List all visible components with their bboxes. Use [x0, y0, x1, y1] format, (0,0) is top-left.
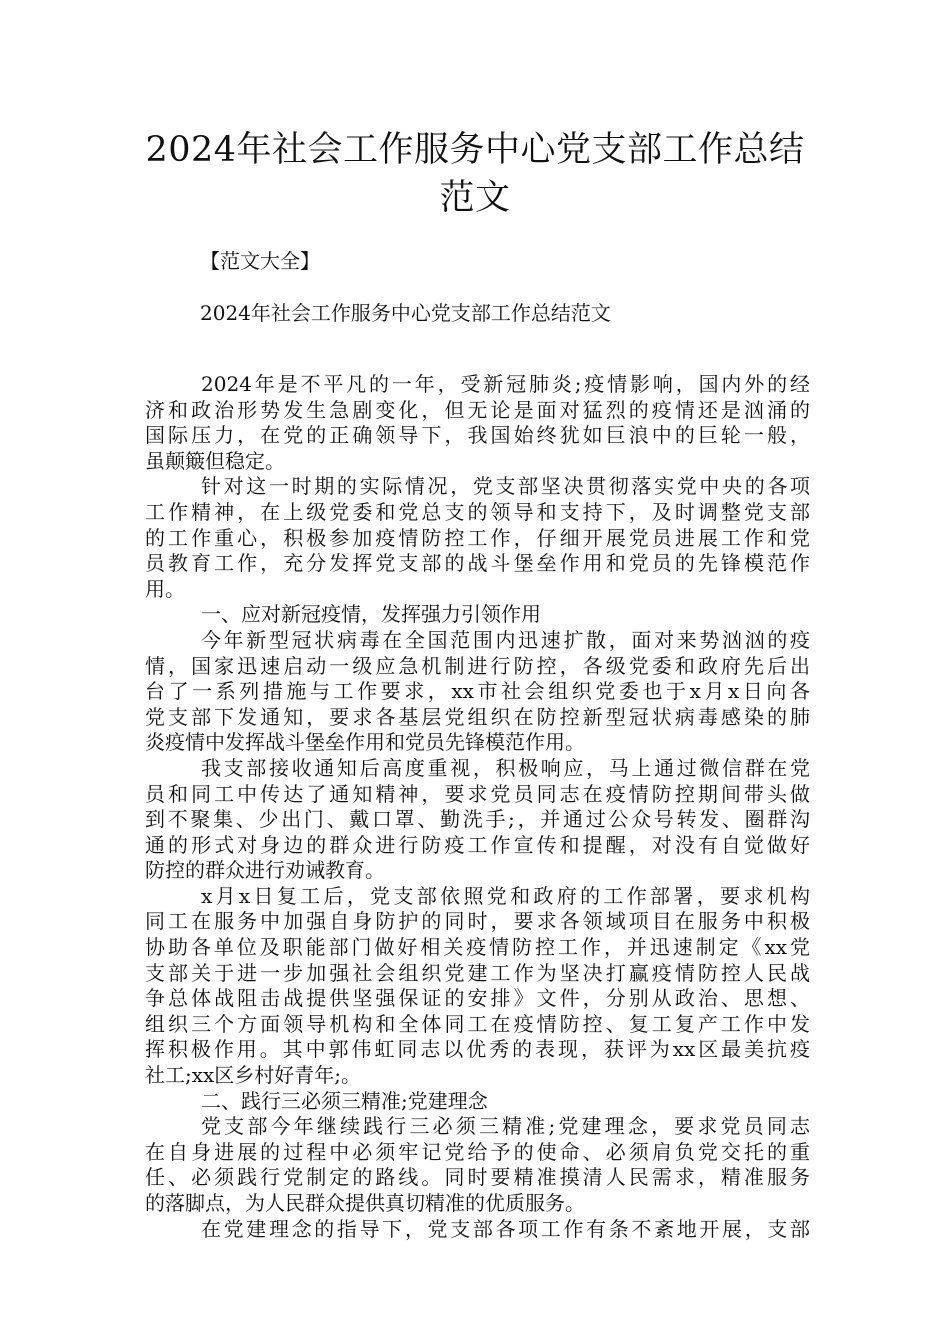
body-line: 员和同工中传达了通知精神，要求党员同志在疫情防控期间带头做 — [145, 781, 810, 806]
section-heading: 一、应对新冠疫情，发挥强力引领作用 — [201, 602, 541, 627]
body-line: 在自身进展的过程中必须牢记党给予的使命、必须肩负党交托的重 — [145, 1139, 810, 1164]
body-line: 的工作重心，积极参加疫情防控工作，仔细开展党员进展工作和党 — [145, 525, 810, 550]
document-title — [120, 126, 830, 222]
title-line-2: 范文 — [439, 178, 511, 218]
body-line: 员教育工作，充分发挥党支部的战斗堡垒作用和党员的先锋模范作 — [145, 551, 810, 576]
body-line: 同工在服务中加强自身防护的同时，要求各领域项目在服务中积极 — [145, 909, 810, 934]
document-subtitle: 2024年社会工作服务中心党支部工作总结范文 — [200, 301, 611, 325]
body-line: 党支部今年继续践行三必须三精准;党建理念，要求党员同志 — [201, 1114, 810, 1139]
body-line: 挥积极作用。其中郭伟虹同志以优秀的表现，获评为xx区最美抗疫 — [145, 1037, 810, 1062]
body-line: 情，国家迅速启动一级应急机制进行防控，各级党委和政府先后出 — [145, 653, 810, 678]
body-line: 今年新型冠状病毒在全国范围内迅速扩散，面对来势汹汹的疫 — [201, 627, 810, 652]
body-line: 组织三个方面领导机构和全体同工在疫情防控、复工复产工作中发 — [145, 1011, 810, 1036]
body-line: 防控的群众进行劝诫教育。 — [145, 858, 385, 883]
body-line: 协助各单位及职能部门做好相关疫情防控工作，并迅速制定《xx党 — [145, 935, 810, 960]
body-line: 国际压力，在党的正确领导下，我国始终犹如巨浪中的巨轮一般， — [145, 423, 810, 448]
body-line: 争总体战阻击战提供坚强保证的安排》文件，分别从政治、思想、 — [145, 986, 810, 1011]
body-text — [145, 372, 810, 1242]
body-line: 2024年是不平凡的一年，受新冠肺炎;疫情影响，国内外的经 — [201, 372, 810, 396]
body-line: 社工;xx区乡村好青年;。 — [145, 1063, 362, 1088]
category-tag: 【范文大全】 — [200, 249, 320, 273]
body-line: 在党建理念的指导下，党支部各项工作有条不紊地开展，支部 — [201, 1216, 810, 1241]
body-line: 济和政治形势发生急剧变化，但无论是面对猛烈的疫情还是汹涌的 — [145, 397, 810, 422]
body-line: 炎疫情中发挥战斗堡垒作用和党员先锋模范作用。 — [145, 730, 585, 755]
body-line: 用。 — [145, 576, 185, 601]
body-line: x月x日复工后，党支部依照党和政府的工作部署，要求机构 — [201, 883, 810, 908]
body-line: 的落脚点，为人民群众提供真切精准的优质服务。 — [145, 1191, 585, 1215]
body-line: 台了一系列措施与工作要求，xx市社会组织党委也于x月x日向各 — [145, 679, 810, 704]
body-line: 任、必须践行党制定的路线。同时要精准摸清人民需求，精准服务 — [145, 1165, 810, 1190]
body-line: 虽颠簸但稳定。 — [145, 448, 285, 473]
body-line: 工作精神，在上级党委和党总支的领导和支持下，及时调整党支部 — [145, 499, 810, 524]
body-line: 针对这一时期的实际情况，党支部坚决贯彻落实党中央的各项 — [201, 474, 810, 499]
title-line-1: 2024年社会工作服务中心党支部工作总结 — [145, 130, 805, 170]
body-line: 我支部接收通知后高度重视，积极响应，马上通过微信群在党 — [201, 755, 810, 780]
body-line: 通的形式对身边的群众进行防疫工作宣传和提醒，对没有自觉做好 — [145, 832, 810, 857]
body-line: 党支部下发通知，要求各基层党组织在防控新型冠状病毒感染的肺 — [145, 704, 810, 729]
section-heading: 二、践行三必须三精准;党建理念 — [201, 1088, 488, 1113]
body-line: 支部关于进一步加强社会组织党建工作为坚决打赢疫情防控人民战 — [145, 960, 810, 985]
body-line: 到不聚集、少出门、戴口罩、勤洗手;，并通过公众号转发、圈群沟 — [145, 807, 810, 832]
